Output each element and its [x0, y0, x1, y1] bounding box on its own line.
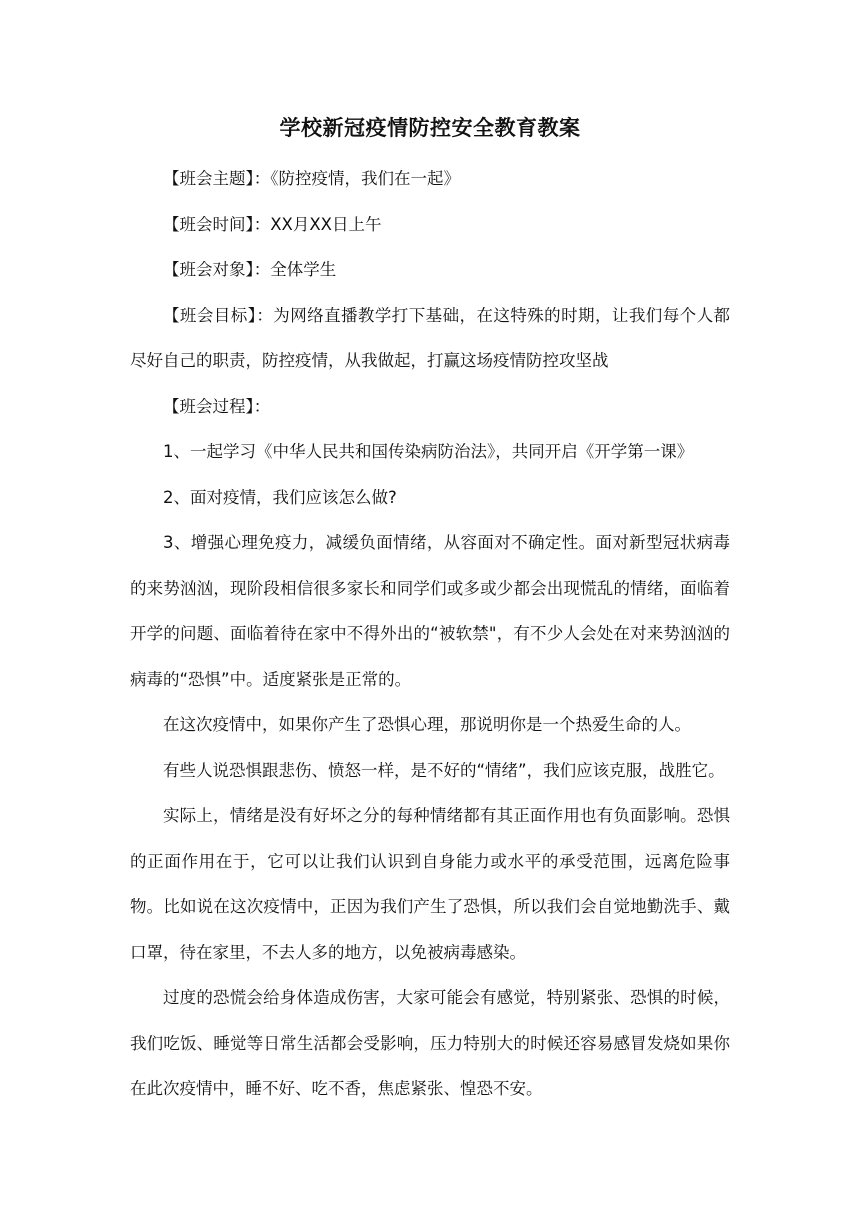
paragraph-emotion-effects: 实际上，情绪是没有好坏之分的每种情绪都有其正面作用也有负面影响。恐惧的正面作用在于，它可以让我们认识到自身能力或水平的承受范围，远离危险事物。比如说在这次疫情中，正因为我们产生了恐惧，所以我们会自觉地勤洗手、戴口罩，待在家里，不去人多的地方，以免被病毒感染。 — [130, 806, 730, 962]
paragraph-step-3: 3、增强心理免疫力，减缓负面情绪，从容面对不确定性。面对新型冠状病毒的来势汹汹，现阶段相信很多家长和同学们或多或少都会出现慌乱的情绪，面临着开学的问题、面临着待在家中不得外出的“被软禁"，有不少人会处在对来势汹汹的病毒的“恐惧”中。适度紧张是正常的。 — [130, 533, 730, 689]
document-title: 学校新冠疫情防控安全教育教案 — [279, 116, 581, 140]
paragraph-class-theme: 【班会主题】：《防控疫情，我们在一起》 — [163, 169, 460, 188]
paragraph-class-time: 【班会时间】：XX月XX日上午 — [163, 214, 382, 234]
paragraph-step-1: 1、一起学习《中华人民共和国传染病防治法》，共同开启《开学第一课》 — [163, 442, 694, 461]
paragraph-fear-love-life: 在这次疫情中，如果你产生了恐惧心理，那说明你是一个热爱生命的人。 — [163, 715, 691, 734]
paragraph-excessive-panic: 过度的恐慌会给身体造成伤害，大家可能会有感觉，特别紧张、恐惧的时候，我们吃饭、睡觉等日常生活都会受影响，压力特别大的时候还容易感冒发烧如果你在此次疫情中，睡不好、吃不香，焦虑紧张、惶恐不安。 — [130, 988, 730, 1098]
paragraph-step-2: 2、面对疫情，我们应该怎么做? — [163, 487, 397, 507]
paragraph-class-audience: 【班会对象】：全体学生 — [163, 260, 337, 279]
document-body — [130, 156, 730, 1112]
paragraph-class-goal: 【班会目标】：为网络直播教学打下基础，在这特殊的时期，让我们每个人都尽好自己的职责，防控疫情，从我做起，打赢这场疫情防控攻坚战 — [130, 305, 730, 370]
paragraph-class-process: 【班会过程】： — [163, 396, 271, 416]
paragraph-fear-bad-emotion: 有些人说恐惧跟悲伤、愤怒一样，是不好的“情绪”，我们应该克服，战胜它。 — [163, 760, 725, 780]
